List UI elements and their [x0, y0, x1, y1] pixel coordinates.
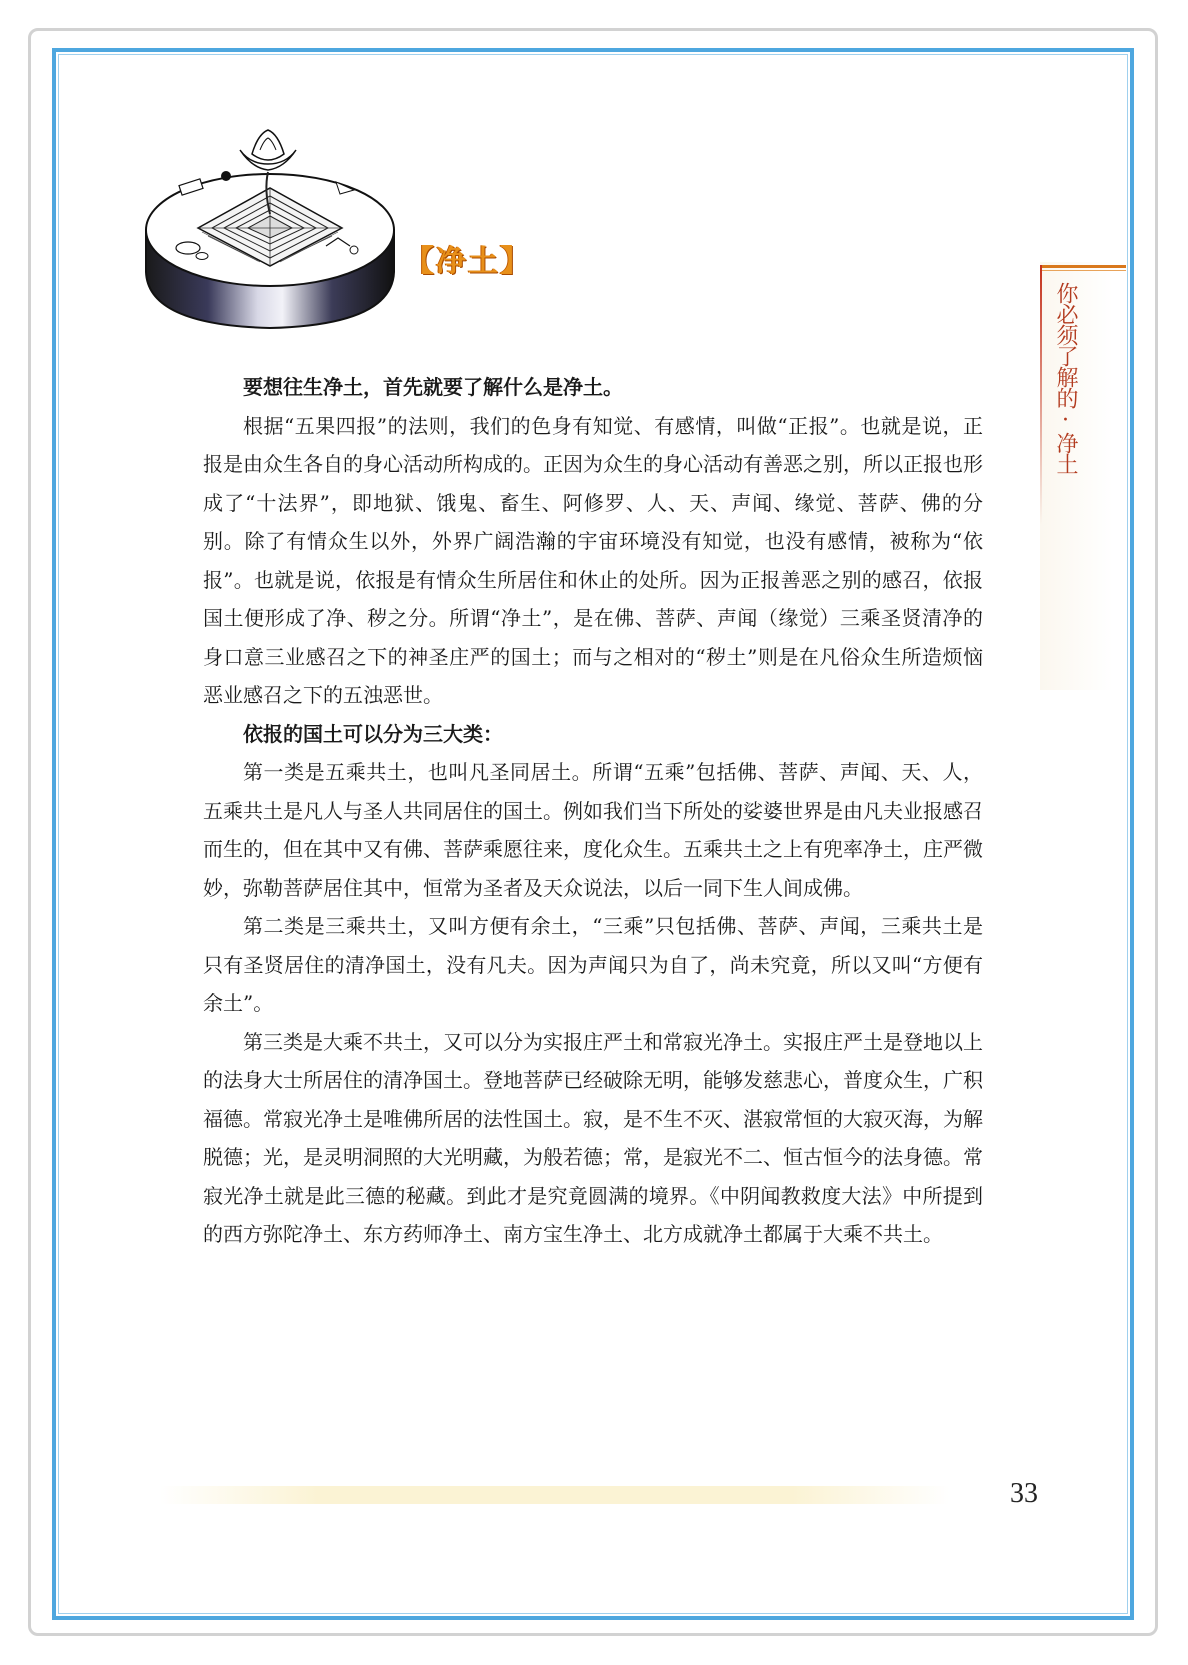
paragraph-category-3: 第三类是大乘不共土，又可以分为实报庄严土和常寂光净土。实报庄严土是登地以上的法身大士所居住的清净国土。登地菩萨已经破除无明，能够发慈悲心，普度众生，广积福德。常寂光净土是唯佛所居的法性国土。寂，是不生不灭、湛寂常恒的大寂灭海，为解脱德；光，是灵明洞照的大光明藏，为般若德；常，是寂光不二、恒古恒今的法身德。常寂光净土就是此三德的秘藏。到此才是究竟圆满的境界。《中阴闻教救度大法》中所提到的西方弥陀净土、东方药师净土、南方宝生净土、北方成就净土都属于大乘不共土。	[203, 1029, 983, 1246]
paragraph-category-1: 第一类是五乘共土，也叫凡圣同居土。所谓“五乘”包括佛、菩萨、声闻、天、人，五乘共土是凡人与圣人共同居住的国土。例如我们当下所处的娑婆世界是由凡夫业报感召而生的，但在其中又有佛、菩萨乘愿往来，度化众生。五乘共土之上有兜率净土，庄严微妙，弥勒菩萨居住其中，恒常为圣者及天众说法，以后一同下生人间成佛。	[203, 760, 983, 900]
paragraph-intro: 要想往生净土，首先就要了解什么是净土。	[243, 375, 623, 399]
side-tab-label: 你必须了解的·净土	[1053, 282, 1078, 474]
side-tab-rule	[1040, 265, 1126, 268]
paragraph-definition: 根据“五果四报”的法则，我们的色身有知觉、有感情，叫做“正报”。也就是说，正报是由众生各自的身心活动所构成的。正因为众生的身心活动有善恶之别，所以正报也形成了“十法界”，即地狱、饿鬼、畜生、阿修罗、人、天、声闻、缘觉、菩萨、佛的分别。除了有情众生以外，外界广阔浩瀚的宇宙环境没有知觉，也没有感情，被称为“依报”。也就是说，依报是有情众生所居住和休止的处所。因为正报善恶之别的感召，依报国土便形成了净、秽之分。所谓“净土”，是在佛、菩萨、声闻（缘觉）三乘圣贤清净的身口意三业感召之下的神圣庄严的国土；而与之相对的“秽土”则是在凡俗众生所造烦恼恶业感召之下的五浊恶世。	[203, 413, 983, 707]
chapter-title: 【净土】	[404, 244, 532, 279]
paragraph-categories-heading: 依报的国土可以分为三大类：	[243, 721, 503, 746]
footer-band	[160, 1486, 950, 1504]
pure-land-mandala-illustration	[140, 120, 400, 345]
side-tab-rule-thin	[1040, 270, 1126, 271]
side-tab-vertical-rule	[1040, 265, 1042, 525]
paragraph-category-2: 第二类是三乘共土，又叫方便有余土，“三乘”只包括佛、菩萨、声闻，三乘共土是只有圣贤居住的清净国土，没有凡夫。因为声闻只为自了，尚未究竟，所以又叫“方便有余土”。	[203, 914, 983, 1015]
body-text	[203, 368, 983, 1254]
page-number: 33	[1010, 1478, 1038, 1509]
